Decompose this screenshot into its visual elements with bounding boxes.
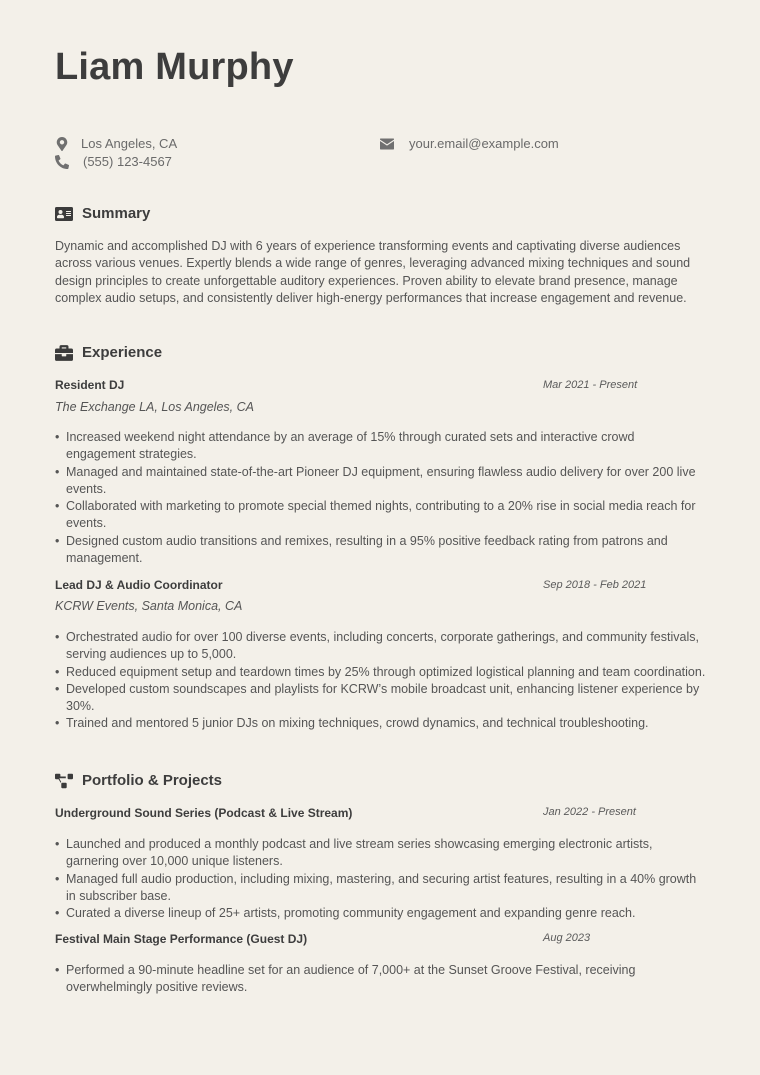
portfolio-title: Portfolio & Projects bbox=[82, 772, 223, 789]
list-item: • Developed custom soundscapes and playlists for KCRW’s mobile broadcast unit, enhancing listener experience by 30%. bbox=[55, 681, 707, 716]
list-item: • Managed and maintained state-of-the-art Pioneer DJ equipment, ensuring flawless audio delivery for over 200 live events. bbox=[55, 464, 707, 499]
phone-text: (555) 123-4567 bbox=[83, 154, 172, 169]
job-bullets bbox=[55, 629, 707, 733]
project-bullets bbox=[55, 836, 707, 922]
project-bullets bbox=[55, 962, 707, 997]
list-item: • Curated a diverse lineup of 25+ artists, promoting community engagement and expanding genre reach. bbox=[55, 905, 707, 922]
id-card-icon bbox=[55, 206, 73, 222]
list-item: • Managed full audio production, including mixing, mastering, and securing artist features, resulting in a 40% growth in subscriber base. bbox=[55, 871, 707, 906]
list-item: • Performed a 90-minute headline set for an audience of 7,000+ at the Sunset Groove Festival, receiving overwhelmingly positive reviews. bbox=[55, 962, 707, 997]
envelope-icon bbox=[380, 137, 394, 151]
job-organization: The Exchange LA, Los Angeles, CA bbox=[55, 400, 254, 414]
summary-heading bbox=[55, 205, 150, 222]
candidate-name: Liam Murphy bbox=[55, 46, 294, 88]
list-item: • Orchestrated audio for over 100 diverse events, including concerts, corporate gatherings, and community festivals, serving audiences up to 5,000. bbox=[55, 629, 707, 664]
job-date: Sep 2018 - Feb 2021 bbox=[543, 579, 647, 591]
experience-heading bbox=[55, 344, 162, 361]
project-date: Aug 2023 bbox=[543, 932, 591, 944]
list-item: • Increased weekend night attendance by an average of 15% through curated sets and interactive crowd engagement strategies. bbox=[55, 429, 707, 464]
project-diagram-icon bbox=[55, 773, 73, 789]
list-item: • Collaborated with marketing to promote special themed nights, contributing to a 20% rise in social media reach for events. bbox=[55, 498, 707, 533]
location-text: Los Angeles, CA bbox=[81, 136, 178, 151]
project-title: Festival Main Stage Performance (Guest DJ) bbox=[55, 932, 308, 946]
project-date: Jan 2022 - Present bbox=[543, 806, 636, 818]
contact-location bbox=[55, 136, 177, 151]
phone-icon bbox=[55, 155, 69, 169]
map-pin-icon bbox=[55, 137, 69, 151]
job-title: Lead DJ & Audio Coordinator bbox=[55, 578, 223, 592]
job-title: Resident DJ bbox=[55, 378, 125, 392]
job-organization: KCRW Events, Santa Monica, CA bbox=[55, 599, 243, 613]
summary-title: Summary bbox=[82, 205, 151, 222]
list-item: • Reduced equipment setup and teardown times by 25% through optimized logistical planning and team coordination. bbox=[55, 664, 707, 681]
job-date: Mar 2021 - Present bbox=[543, 379, 638, 391]
project-title: Underground Sound Series (Podcast & Live Stream) bbox=[55, 806, 353, 820]
list-item: • Launched and produced a monthly podcast and live stream series showcasing emerging electronic artists, garnering over 10,000 unique listeners. bbox=[55, 836, 707, 871]
contact-email[interactable] bbox=[380, 136, 559, 151]
summary-text: Dynamic and accomplished DJ with 6 years of experience transforming events and captivating diverse audiences across various venues. Expertly blends a wide range of genres, leveraging advanced mixing techniques and sound design principles to create unforgettable auditory experiences. Proven ability to elevate brand presence, manage complex audio setups, and consistently deliver high-energy performances that increase engagement and revenue. bbox=[55, 239, 691, 305]
list-item: • Designed custom audio transitions and remixes, resulting in a 95% positive feedback rating from patrons and management. bbox=[55, 533, 707, 568]
email-link[interactable]: your.email@example.com bbox=[409, 136, 559, 151]
portfolio-heading bbox=[55, 772, 222, 789]
contact-phone bbox=[55, 154, 172, 169]
list-item: • Trained and mentored 5 junior DJs on mixing techniques, crowd dynamics, and technical troubleshooting. bbox=[55, 715, 707, 732]
briefcase-icon bbox=[55, 345, 73, 361]
experience-title: Experience bbox=[82, 344, 163, 361]
job-bullets bbox=[55, 429, 707, 567]
